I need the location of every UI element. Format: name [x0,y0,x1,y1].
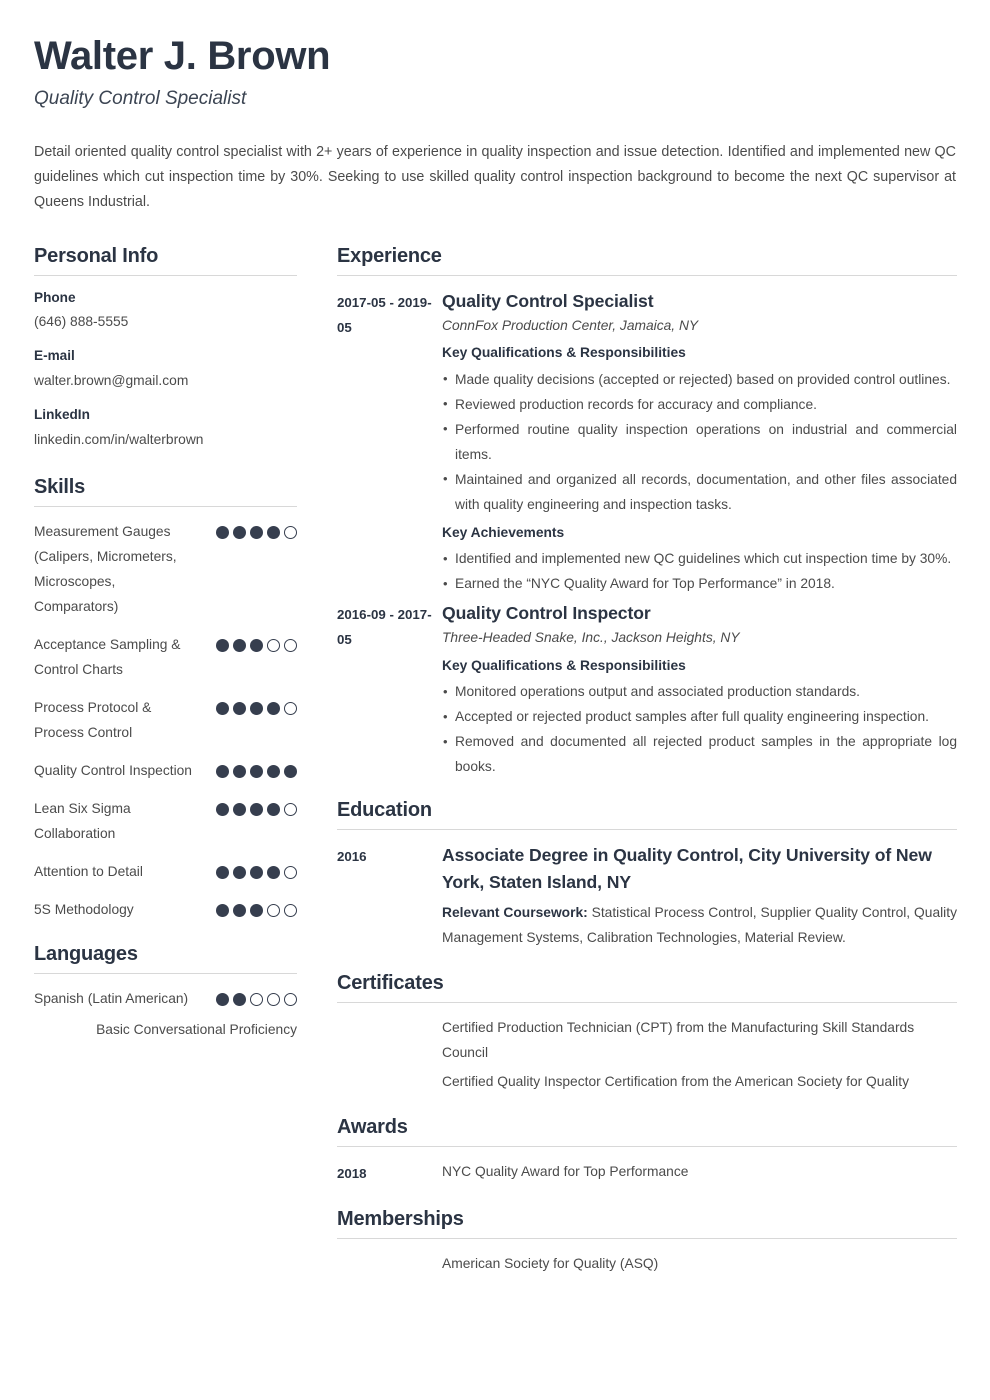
entry-text: NYC Quality Award for Top Performance [442,1163,689,1179]
section-awards [337,1116,957,1186]
rating-dot-filled [216,639,229,652]
rating-dot-filled [250,765,263,778]
rating-dot-filled [233,765,246,778]
bullet-item: • Removed and documented all rejected product samples in the appropriate log books. [442,729,957,779]
rating-dot-empty [284,639,297,652]
rating-dot-filled [250,904,263,917]
bullets-heading: Key Achievements [442,524,565,540]
entry-text: American Society for Quality (ASQ) [442,1255,659,1271]
rating-dot-filled [250,803,263,816]
experience-entry [337,600,957,779]
bullet-list [442,546,957,596]
rating-dot-empty [267,639,280,652]
rating-dots [216,796,297,816]
section-divider [337,1002,957,1003]
info-value-phone: (646) 888-5555 [34,313,129,329]
rated-item-label: Spanish (Latin American) [34,990,189,1006]
bullet-item: • Reviewed production records for accuracy and compliance. [442,392,957,417]
section-title-education: Education [337,799,432,822]
entry-content [442,1251,957,1276]
section-divider [337,1238,957,1239]
entry-text: Certified Quality Inspector Certification from the American Society for Quality [442,1073,909,1089]
education-entry [337,842,957,950]
section-title-languages: Languages [34,942,138,965]
rating-dot-empty [250,993,263,1006]
coursework-label: Relevant Coursework: [442,904,588,920]
section-divider [34,506,297,507]
award-entry [337,1159,957,1186]
info-label: E-mail [34,348,75,364]
entry-date-range: 2016-09 - 2017-05 [337,607,432,648]
section-divider [337,1146,957,1147]
entry-content [442,288,957,596]
rating-dot-empty [284,803,297,816]
rating-dot-filled [267,765,280,778]
entry-job-title: Quality Control Inspector [442,603,651,624]
experience-list [337,288,957,780]
skills-list [34,519,297,922]
rating-dot-filled [233,803,246,816]
info-value-email[interactable]: walter.brown@gmail.com [34,372,189,388]
rated-item-note: Basic Conversational Proficiency [96,1021,297,1037]
rating-dot-empty [267,904,280,917]
resume-body [34,245,956,1280]
rating-dot-filled [216,765,229,778]
rating-dots [216,897,297,917]
education-list [337,842,957,950]
section-title-skills: Skills [34,475,86,498]
awards-list [337,1159,957,1186]
section-memberships [337,1208,957,1276]
bullet-item: • Made quality decisions (accepted or rejected) based on provided control outlines. [442,367,957,392]
entry-date [337,1251,442,1253]
rating-dot-filled [267,803,280,816]
rating-dot-filled [216,803,229,816]
rated-item-label: Acceptance Sampling & Control Charts [34,636,181,677]
bullets-heading: Key Qualifications & Responsibilities [442,345,686,361]
rated-item-label: Quality Control Inspection [34,762,192,778]
rating-dot-filled [216,526,229,539]
section-divider [337,829,957,830]
personal-info-list [34,288,297,450]
candidate-job-title: Quality Control Specialist [34,87,247,109]
section-languages [34,943,297,1041]
bullet-item: • Performed routine quality inspection operations on industrial and commercial items. [442,417,957,467]
personal-info-item [34,288,297,333]
section-personal-info [34,245,297,450]
rating-dot-filled [284,765,297,778]
entry-company: Three-Headed Snake, Inc., Jackson Heights, NY [442,630,740,646]
entry-date [337,1069,442,1071]
rating-dot-filled [250,639,263,652]
rated-item-row [34,859,297,884]
rating-dots [216,758,297,778]
personal-info-item [34,346,297,391]
rated-item-label: Measurement Gauges (Calipers, Micrometers, Microscopes, Comparators) [34,523,177,614]
certificate-entry [337,1015,957,1065]
rating-dot-empty [284,702,297,715]
certificates-list [337,1015,957,1094]
entry-date-range: 2016 [337,849,367,865]
rating-dot-empty [284,904,297,917]
rating-dot-filled [267,526,280,539]
entry-content [442,1069,957,1094]
bullet-list [442,679,957,779]
rating-dot-empty [284,866,297,879]
rating-dot-filled [267,702,280,715]
section-title-experience: Experience [337,244,442,267]
professional-summary: Detail oriented quality control specialist with 2+ years of experience in quality inspection and issue detection. Identified and implemented new QC guidelines which cut inspection time by 30%. Seeking to use skilled quality control inspection background to become the next QC supervisor at Queens Industrial. [34,143,956,210]
rated-item-row [34,632,297,682]
entry-content [442,600,957,779]
entry-content [442,842,957,950]
personal-info-item [34,405,297,450]
section-divider [337,275,957,276]
bullet-item: • Maintained and organized all records, documentation, and other files associated with quality engineering and inspection tasks. [442,467,957,517]
rating-dot-filled [216,702,229,715]
rating-dot-filled [250,702,263,715]
rating-dot-filled [216,993,229,1006]
entry-date-range: 2017-05 - 2019-05 [337,294,432,335]
bullet-item: • Identified and implemented new QC guidelines which cut inspection time by 30%. [442,546,957,571]
rating-dot-filled [233,526,246,539]
rated-item-row [34,796,297,846]
section-title-personal-info: Personal Info [34,244,159,267]
entry-degree-title: Associate Degree in Quality Control, City University of New York, Staten Island, NY [442,845,932,893]
rating-dot-filled [233,904,246,917]
rated-item-row [34,758,297,783]
rating-dots [216,695,297,715]
bullet-item: • Accepted or rejected product samples after full quality engineering inspection. [442,704,957,729]
entry-date [337,1015,442,1017]
rating-dots [216,986,297,1006]
section-experience [337,245,957,780]
info-label: Phone [34,289,76,305]
section-title-memberships: Memberships [337,1207,464,1230]
rating-dots [216,859,297,879]
entry-text: Certified Production Technician (CPT) from the Manufacturing Skill Standards Council [442,1019,915,1060]
entry-company: ConnFox Production Center, Jamaica, NY [442,317,699,333]
candidate-name: Walter J. Brown [34,34,331,78]
rating-dots [216,632,297,652]
rated-item-row [34,519,297,619]
rated-item-label: Attention to Detail [34,863,143,879]
info-label: LinkedIn [34,407,90,423]
rating-dot-filled [250,526,263,539]
rating-dots [216,519,297,539]
entry-content [442,1159,957,1184]
section-divider [34,275,297,276]
section-title-certificates: Certificates [337,971,444,994]
rating-dot-filled [216,866,229,879]
rating-dot-empty [267,993,280,1006]
rated-item-label: Lean Six Sigma Collaboration [34,800,131,841]
rating-dot-empty [284,993,297,1006]
rating-dot-filled [233,702,246,715]
rating-dot-filled [267,866,280,879]
section-education [337,799,957,950]
main-column [337,245,957,1280]
bullet-list [442,367,957,517]
rated-item-row [34,986,297,1011]
rated-item-row [34,695,297,745]
section-certificates [337,972,957,1094]
certificate-entry [337,1069,957,1094]
section-title-awards: Awards [337,1115,408,1138]
entry-content [442,1015,957,1065]
info-value-linkedin[interactable]: linkedin.com/in/walterbrown [34,431,204,447]
rated-item-row [34,897,297,922]
bullets-heading: Key Qualifications & Responsibilities [442,657,686,673]
rating-dot-filled [233,993,246,1006]
entry-date: 2018 [337,1165,367,1181]
rated-item-label: 5S Methodology [34,901,134,917]
memberships-list [337,1251,957,1276]
languages-list [34,986,297,1041]
rating-dot-filled [250,866,263,879]
rated-item-label: Process Protocol & Process Control [34,699,152,740]
bullet-item: • Monitored operations output and associated production standards. [442,679,957,704]
section-divider [34,973,297,974]
membership-entry [337,1251,957,1276]
resume-header [34,30,956,215]
experience-entry [337,288,957,596]
section-skills [34,476,297,922]
entry-job-title: Quality Control Specialist [442,290,654,311]
bullet-item: • Earned the “NYC Quality Award for Top Performance” in 2018. [442,571,957,596]
entry-coursework: Relevant Coursework: Statistical Process Control, Supplier Quality Control, Quality Management Systems, Calibration Technologies, Material Review. [442,904,957,945]
rating-dot-filled [233,639,246,652]
sidebar-column [34,245,297,1041]
rating-dot-filled [233,866,246,879]
rating-dot-filled [216,904,229,917]
rating-dot-empty [284,526,297,539]
